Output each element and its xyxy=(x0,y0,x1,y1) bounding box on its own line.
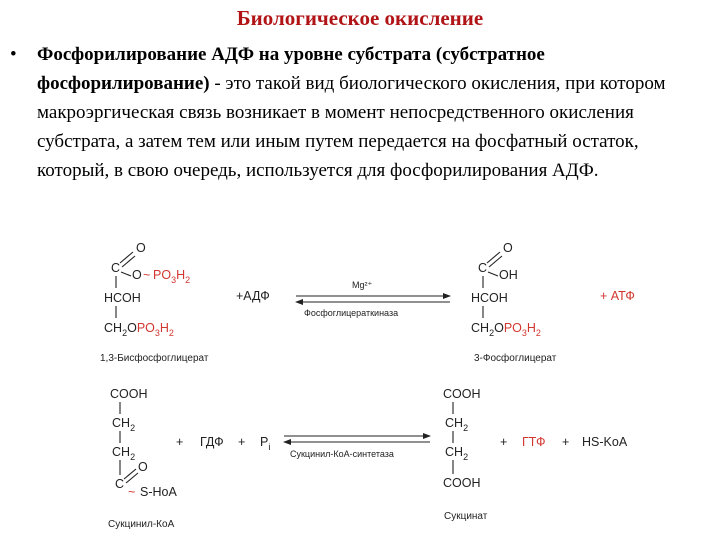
mg-cofactor: Mg²⁺ xyxy=(352,280,373,290)
phosphate-group: $PO_3^H_2$ xyxy=(153,268,191,285)
substrate-name: 1,3-Бисфосфоглицерат xyxy=(100,353,209,364)
atom-o: O xyxy=(132,268,142,282)
bond-o xyxy=(121,272,131,276)
thioester-bond: ~ xyxy=(128,485,136,499)
atp-product: + АТФ xyxy=(600,289,635,303)
plus-sign: + xyxy=(562,435,570,449)
definition-body: - это такой вид биологического окисления, при котором макроэргическая связь возникает в момент непосредственного окисления субстрата, а затем тем или иным путем передается на фосфатный остаток, который, в свою очередь, используется для фосфорилирования АДФ. xyxy=(37,73,666,181)
succinate-structure xyxy=(443,387,488,522)
bullet-marker: • xyxy=(10,44,17,65)
ch2o-phosphate-group: $CH_2^OPO_3^H_2$ xyxy=(104,321,174,338)
atom-c: C xyxy=(478,261,488,275)
hydroxyl-group: OH xyxy=(499,268,518,282)
adp-reagent: +АДФ xyxy=(236,289,270,303)
slide-title: Биологическое окисление xyxy=(236,6,484,30)
product-name: 3-Фосфоглицерат xyxy=(474,353,557,364)
hcoh-group: HCOH xyxy=(471,291,508,305)
ch2-group: $CH_2$ xyxy=(112,445,136,462)
plus-sign: + xyxy=(238,435,246,449)
double-bond-o-2 xyxy=(126,473,138,483)
cooh-group: COOH xyxy=(443,476,481,490)
atom-o: O xyxy=(136,241,146,255)
s-coa-group: S-HoA xyxy=(140,485,177,499)
hs-coa-product: HS-KoA xyxy=(582,435,628,449)
kinase-enzyme: Фосфоглицераткиназа xyxy=(304,308,399,318)
phosphoglycerate-structure xyxy=(471,241,557,364)
ch2-group: $CH_2$ xyxy=(112,416,136,433)
macroergic-bond: ~ xyxy=(143,268,151,282)
cooh-group: COOH xyxy=(443,387,481,401)
bond-oh xyxy=(488,272,498,276)
cooh-group: COOH xyxy=(110,387,148,401)
gdp-reagent: ГДФ xyxy=(200,435,224,449)
double-bond-o xyxy=(487,252,500,263)
atom-o: O xyxy=(503,241,513,255)
gtp-product: ГТФ xyxy=(522,435,546,449)
double-bond-o xyxy=(124,469,136,479)
plus-sign: + xyxy=(176,435,184,449)
hcoh-group: HCOH xyxy=(104,291,141,305)
ch2-group: $CH_2$ xyxy=(445,445,469,462)
ch2o-phosphate-group: $CH_2^OPO_3^H_2$ xyxy=(471,321,541,338)
atom-c: C xyxy=(111,261,121,275)
product-name: Сукцинат xyxy=(444,511,488,522)
definition-term: Фосфорилирование АДФ на уровне субстрата (субстратное фосфорилирование) xyxy=(37,44,545,94)
synthetase-enzyme: Сукцинил-КоА-синтетаза xyxy=(290,449,394,459)
substrate-name: Сукцинил-КоА xyxy=(108,519,175,530)
reaction2-arrows xyxy=(284,436,430,459)
ch2-group: $CH_2$ xyxy=(445,416,469,433)
double-bond-o-2 xyxy=(489,256,502,267)
inorganic-phosphate: $P_i$ xyxy=(260,435,271,452)
plus-sign: + xyxy=(500,435,508,449)
atom-c: C xyxy=(115,477,125,491)
reaction1-arrows xyxy=(296,280,450,318)
bisphosphoglycerate-structure xyxy=(100,241,209,364)
succinyl-coa-structure xyxy=(108,387,177,530)
double-bond-o xyxy=(120,252,133,263)
double-bond-o-2 xyxy=(122,256,135,267)
atom-o: O xyxy=(138,460,148,474)
